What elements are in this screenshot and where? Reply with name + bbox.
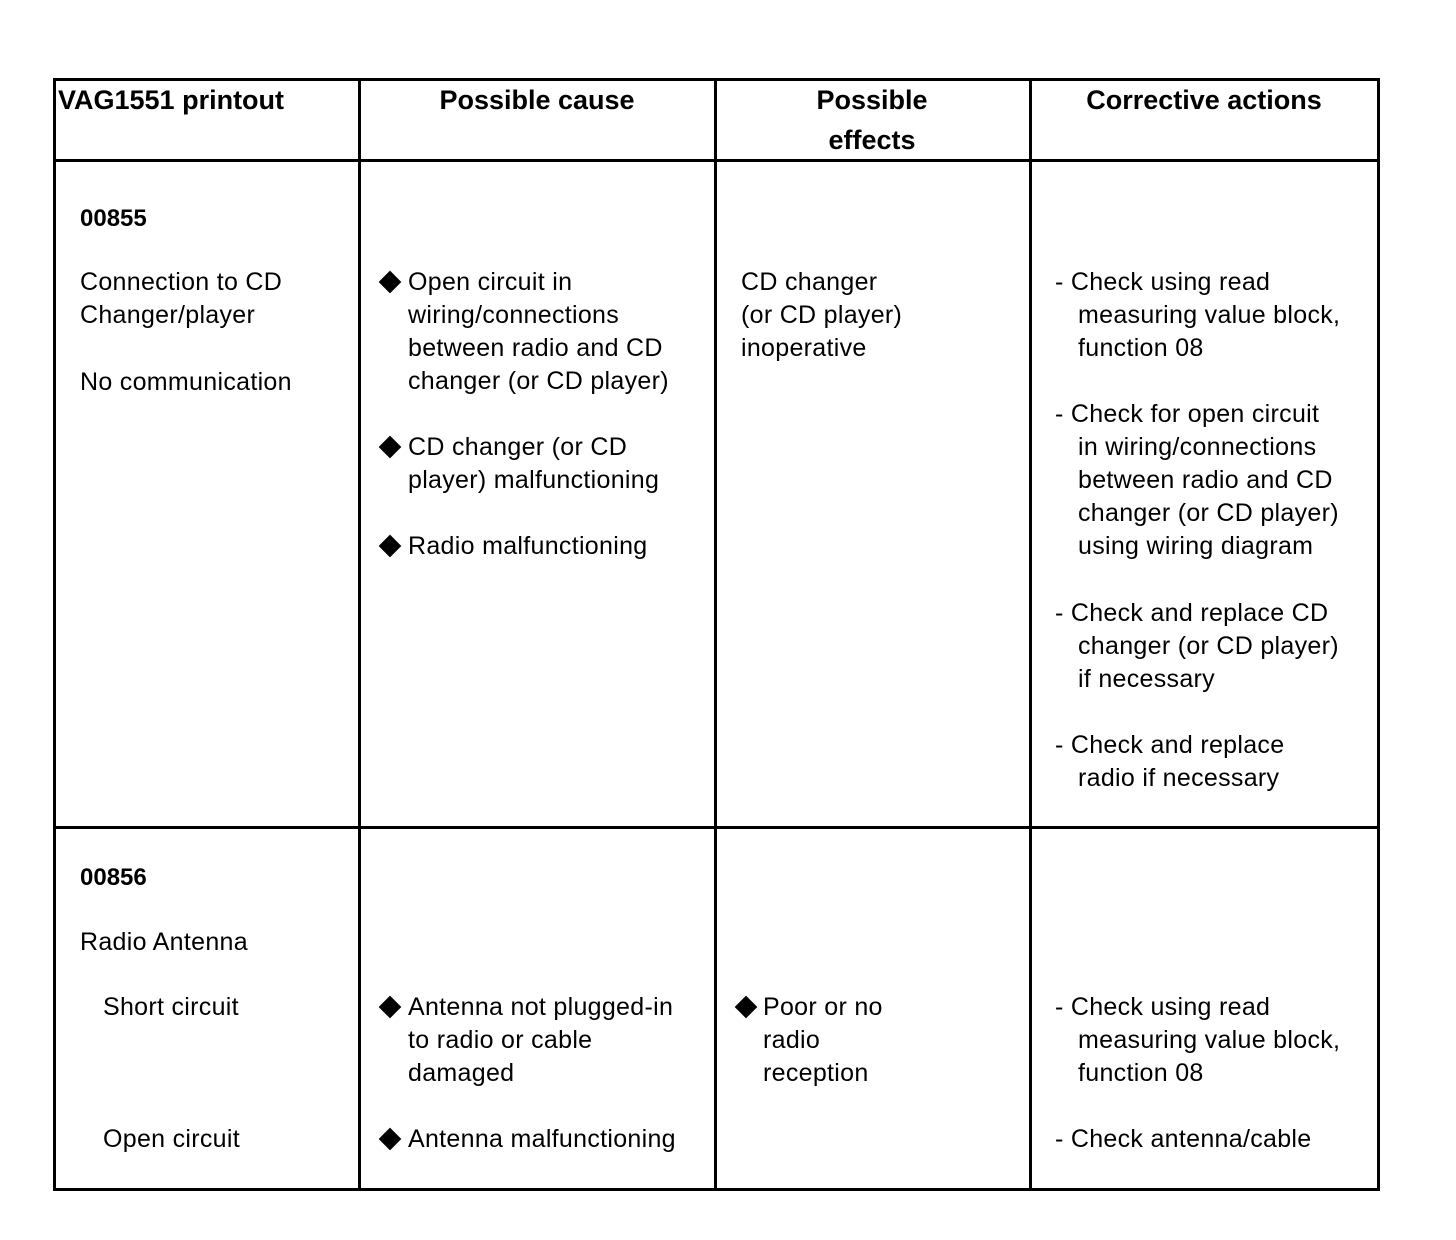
cause-line: Antenna malfunctioning	[408, 1125, 676, 1153]
effect-line: CD changer	[741, 268, 878, 296]
cause-line: player) malfunctioning	[408, 466, 660, 494]
action-line: - Check for open circuit	[1055, 400, 1320, 428]
cause-item	[408, 530, 647, 563]
column-divider	[714, 81, 717, 1188]
header-corrective-actions: Corrective actions	[1086, 85, 1322, 115]
header-possible-effects-line1: Possible	[816, 85, 928, 115]
cause-line: wiring/connections	[408, 301, 620, 329]
action-item	[1055, 398, 1339, 563]
action-line: measuring value block,	[1078, 301, 1341, 329]
fault-code-00855: 00855	[80, 205, 147, 232]
action-line: - Check antenna/cable	[1055, 1125, 1312, 1153]
action-item	[1055, 991, 1340, 1090]
action-line: if necessary	[1078, 665, 1215, 693]
action-line: - Check using read	[1055, 268, 1271, 296]
action-line: changer (or CD player)	[1078, 499, 1339, 527]
cause-line: changer (or CD player)	[408, 367, 669, 395]
header-vag1551-printout: VAG1551 printout	[58, 85, 285, 115]
fault-description	[80, 266, 282, 332]
cause-line: CD changer (or CD	[408, 433, 628, 461]
column-divider	[358, 81, 361, 1188]
effect-line: reception	[763, 1059, 869, 1087]
cause-line: damaged	[408, 1059, 515, 1087]
cause-line: Radio malfunctioning	[408, 532, 648, 560]
action-line: - Check and replace CD	[1055, 599, 1329, 627]
action-item	[1055, 597, 1339, 696]
cause-item	[408, 991, 673, 1090]
fault-description-line: Connection to CD	[80, 268, 283, 296]
effect-item	[741, 266, 902, 365]
action-item	[1055, 266, 1340, 365]
fault-description: Radio Antenna	[80, 928, 248, 956]
cause-item	[408, 1123, 676, 1156]
header-possible-effects-line2: effects	[828, 125, 916, 155]
action-line: function 08	[1078, 334, 1204, 362]
action-line: measuring value block,	[1078, 1026, 1341, 1054]
effect-line: inoperative	[741, 334, 867, 362]
fault-type: No communication	[80, 368, 292, 396]
action-line: using wiring diagram	[1078, 532, 1314, 560]
cause-item	[408, 266, 669, 398]
cause-line: Open circuit in	[408, 268, 573, 296]
cause-line: Antenna not plugged-in	[408, 993, 674, 1021]
fault-type-short-circuit: Short circuit	[103, 993, 239, 1021]
fault-description-line: Changer/player	[80, 301, 256, 329]
effect-item	[763, 991, 883, 1090]
action-item	[1055, 729, 1284, 795]
effect-line: radio	[763, 1026, 821, 1054]
fault-type-open-circuit: Open circuit	[103, 1125, 240, 1153]
column-divider	[1029, 81, 1032, 1188]
action-line: between radio and CD	[1078, 466, 1333, 494]
action-line: function 08	[1078, 1059, 1204, 1087]
action-line: radio if necessary	[1078, 764, 1280, 792]
cause-line: between radio and CD	[408, 334, 663, 362]
action-line: - Check using read	[1055, 993, 1271, 1021]
action-line: - Check and replace	[1055, 731, 1285, 759]
cause-line: to radio or cable	[408, 1026, 593, 1054]
header-possible-effects	[716, 80, 1028, 160]
row-divider	[56, 826, 1377, 829]
effect-line: Poor or no	[763, 993, 883, 1021]
action-line: in wiring/connections	[1078, 433, 1317, 461]
action-item	[1055, 1123, 1311, 1156]
header-possible-cause: Possible cause	[439, 85, 635, 115]
cause-item	[408, 431, 659, 497]
fault-code-00856: 00856	[80, 864, 147, 891]
action-line: changer (or CD player)	[1078, 632, 1339, 660]
effect-line: (or CD player)	[741, 301, 903, 329]
